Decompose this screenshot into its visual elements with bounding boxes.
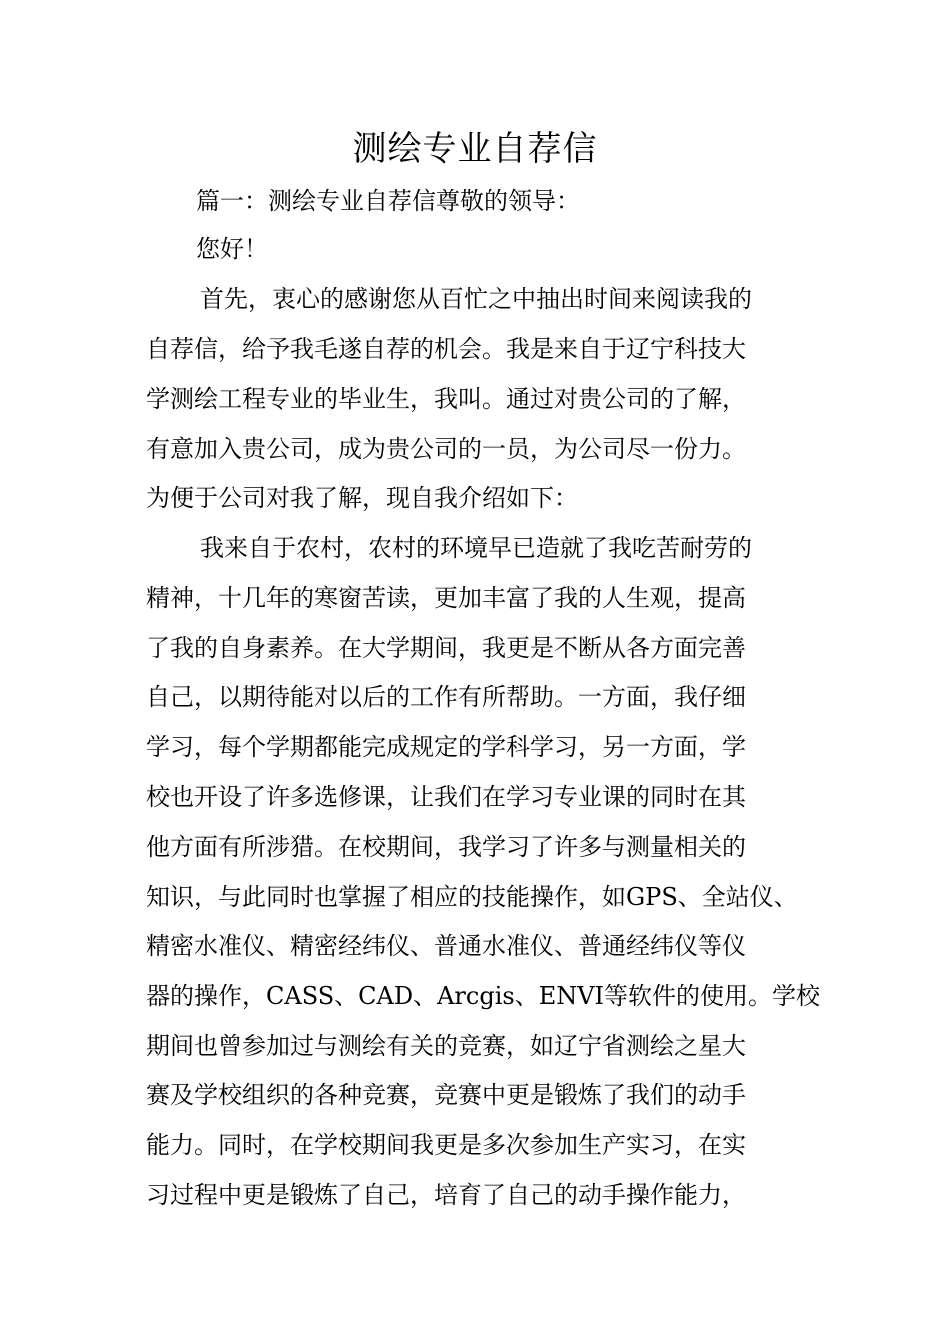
document-line: 精密水准仪、精密经纬仪、普通水准仪、普通经纬仪等仪	[146, 932, 746, 960]
document-line: 能力。同时，在学校期间我更是多次参加生产实习，在实	[146, 1131, 746, 1159]
document-line: 自荐信，给予我毛遂自荐的机会。我是来自于辽宁科技大	[146, 335, 746, 363]
document-title: 测绘专业自荐信	[352, 129, 598, 169]
document-line: 学测绘工程专业的毕业生，我叫。通过对贵公司的了解，	[146, 385, 746, 413]
document-line: 赛及学校组织的各种竞赛，竞赛中更是锻炼了我们的动手	[146, 1081, 746, 1109]
document-line: 知识，与此同时也掌握了相应的技能操作，如GPS、全站仪、	[146, 883, 798, 911]
document-line: 习过程中更是锻炼了自己，培育了自己的动手操作能力，	[146, 1181, 746, 1209]
document-line: 我来自于农村，农村的环境早已造就了我吃苦耐劳的	[200, 534, 752, 562]
document-line: 精神，十几年的寒窗苦读，更加丰富了我的人生观，提高	[146, 584, 746, 612]
document-line: 您好！	[196, 235, 268, 263]
document-line: 篇一：测绘专业自荐信尊敬的领导：	[196, 187, 580, 215]
document-line: 学习，每个学期都能完成规定的学科学习，另一方面，学	[146, 733, 746, 761]
document-line: 了我的自身素养。在大学期间，我更是不断从各方面完善	[146, 634, 746, 662]
document-line: 器的操作，CASS、CAD、Arcgis、ENVI等软件的使用。学校	[146, 982, 821, 1010]
document-line: 他方面有所涉猎。在校期间，我学习了许多与测量相关的	[146, 833, 746, 861]
document-line: 为便于公司对我了解，现自我介绍如下：	[146, 484, 578, 512]
document-line: 首先，衷心的感谢您从百忙之中抽出时间来阅读我的	[200, 285, 752, 313]
document-line: 有意加入贵公司，成为贵公司的一员，为公司尽一份力。	[146, 435, 746, 463]
document-line: 校也开设了许多选修课，让我们在学习专业课的同时在其	[146, 783, 746, 811]
document-line: 期间也曾参加过与测绘有关的竞赛，如辽宁省测绘之星大	[146, 1032, 746, 1060]
document-line: 自己，以期待能对以后的工作有所帮助。一方面，我仔细	[146, 683, 746, 711]
